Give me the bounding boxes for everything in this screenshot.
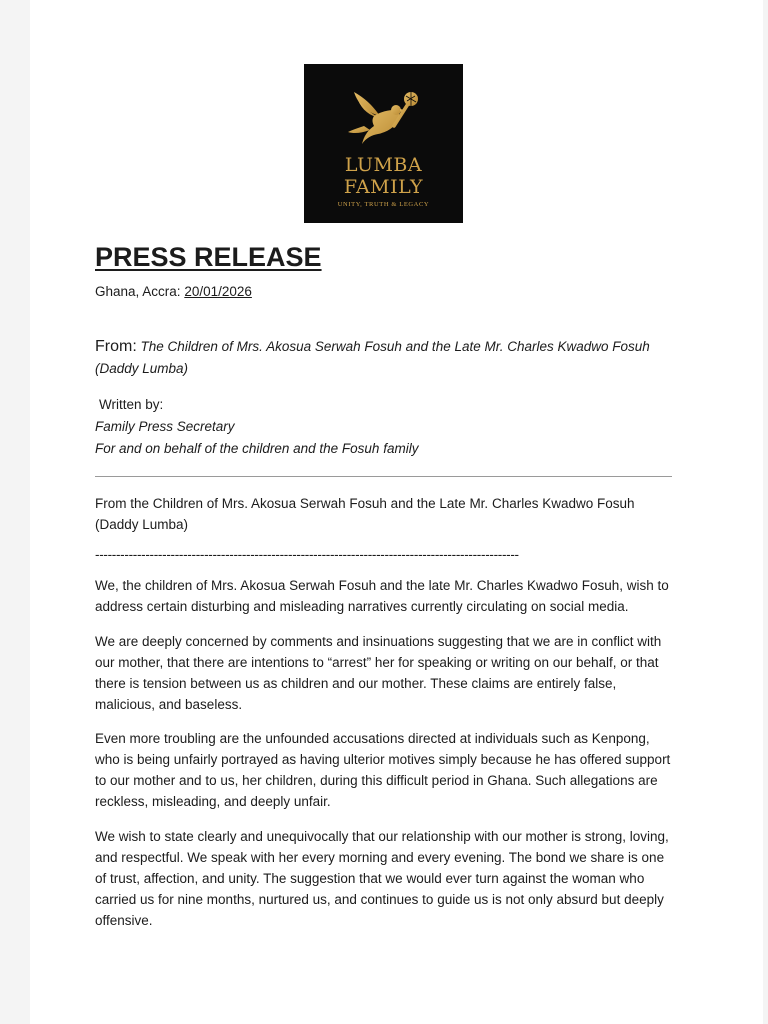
body-paragraph-3: Even more troubling are the unfounded accusations directed at individuals such as Kenpong, who is being unfairly portrayed as having ulterior motives simply because he has offered support to our mother and to us, her children, during this difficult period in Ghana. Such allegations are reckless, misleading, and deeply unfair. [95, 731, 671, 809]
horizontal-divider [95, 476, 672, 477]
from-line: From the Children of Mrs. Akosua Serwah Fosuh and the Late Mr. Charles Kwadwo Fosuh (Daddy Lumba) [95, 496, 635, 532]
body-paragraph-2: We are deeply concerned by comments and insinuations suggesting that we are in conflict with our mother, that there are intentions to “arrest” her for speaking or writing on our behalf, or that there is tension between us as children and our mother. These claims are entirely false, malicious, and baseless. [95, 633, 662, 712]
from-block [95, 336, 675, 380]
dateline-location: Ghana, Accra: [95, 284, 185, 299]
from-label: From: [95, 338, 137, 355]
written-by-role: Family Press Secretary [95, 419, 235, 434]
release-date: 20/01/2026 [184, 284, 252, 299]
written-by-block [95, 394, 675, 460]
logo-word-family: FAMILY [343, 176, 424, 198]
press-release-content [95, 240, 675, 944]
document-page [30, 0, 763, 1024]
body-paragraph-4: We wish to state clearly and unequivocally that our relationship with our mother is strong, loving, and respectful. We speak with her every morning and every evening. The bond we share is one of trust, affection, and unity. The suggestion that we would ever turn against the woman who carried us for nine months, nurtured us, and continues to guide us is not only absurd but deeply offensive. [95, 828, 669, 928]
lumba-family-logo [304, 64, 463, 223]
page-title: PRESS RELEASE [95, 242, 322, 272]
dateline [95, 283, 675, 301]
written-by-label: Written by: [99, 397, 164, 412]
logo-tagline: UNITY, TRUTH & LEGACY [337, 201, 430, 208]
written-by-behalf: For and on behalf of the children and the Fosuh family [95, 441, 419, 456]
logo-word-lumba: LUMBA [344, 154, 423, 176]
from-value: The Children of Mrs. Akosua Serwah Fosuh and the Late Mr. Charles Kwadwo Fosuh (Daddy Lumba) [95, 339, 650, 376]
dove-with-microphone-icon [344, 86, 424, 150]
body-paragraph-1: We, the children of Mrs. Akosua Serwah Fosuh and the late Mr. Charles Kwadwo Fosuh, wish to address certain disturbing and misleading narratives currently circulating on social media. [95, 578, 669, 614]
dash-separator: ----------------------------------------------------------------------------------------------------- [95, 547, 519, 562]
